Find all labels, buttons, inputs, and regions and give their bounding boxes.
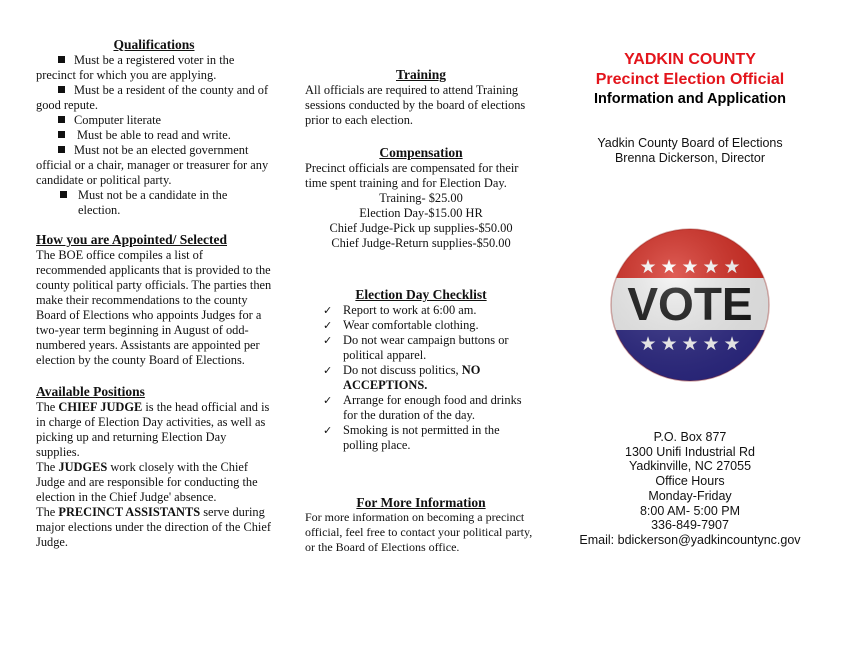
rate-election-day: Election Day-$15.00 HR [359,206,483,220]
email-address: Email: bdickerson@yadkincountync.gov [579,532,801,547]
right-column [570,50,810,166]
checklist-item: ✓ Wear comfortable clothing. [323,318,479,332]
compensation-heading: Compensation [379,145,463,160]
checklist [305,303,537,453]
list-item: Must be a registered voter in the precinct for which you are applying. [36,53,235,82]
vote-badge-icon [608,226,772,384]
office-hours: 8:00 AM- 5:00 PM [639,503,741,518]
more-info-heading: For More Information [356,495,486,510]
checkmark-icon: ✓ [323,364,333,377]
compensation-body: Precinct officials are compensated for their time spent training and for Election Day. [305,161,519,190]
square-bullet-icon [60,191,67,198]
checklist-heading: Election Day Checklist [355,287,487,302]
organization-name: Yadkin County Board of Elections [597,136,783,150]
chief-judge-description: The CHIEF JUDGE is the head official and is in charge of Election Day activities, as well as picking up and returning Election Day supplies. [36,400,270,459]
middle-column [305,67,537,555]
brochure-subtitle: Information and Application [594,91,786,107]
training-body: All officials are required to attend Training sessions conducted by the board of elections prior to each election. [305,83,526,127]
checklist-item: ✓ Arrange for enough food and drinks for the duration of the day. [323,393,522,422]
square-bullet-icon [58,116,65,123]
square-bullet-icon [58,131,65,138]
qualifications-heading: Qualifications [113,37,195,52]
training-heading: Training [395,67,446,82]
square-bullet-icon [58,146,65,153]
list-item: Must not be a candidate in the election. [36,188,272,218]
square-bullet-icon [58,86,65,93]
checkmark-icon: ✓ [323,304,333,317]
checkmark-icon: ✓ [323,319,333,332]
contact-block [565,430,815,548]
left-column [36,37,272,550]
positions-heading: Available Positions [36,384,145,399]
list-item: Must be a resident of the county and of good repute. [36,83,269,112]
po-box: P.O. Box 877 [653,430,727,444]
brochure-title: Precinct Election Official [595,71,785,88]
square-bullet-icon [58,56,65,63]
checkmark-icon: ✓ [323,424,333,437]
appointed-heading: How you are Appointed/ Selected [36,232,228,247]
director-name: Brenna Dickerson, Director [614,151,766,165]
compensation-rates [305,191,537,251]
office-hours-label: Office Hours [655,474,725,489]
qualifications-list [36,53,272,218]
checkmark-icon: ✓ [323,394,333,407]
appointed-body: The BOE office compiles a list of recommended applicants that is provided to the county political party officials. The parties then make their recommendations to the county Board of Elections who appoints Judges for a two-year term beginning in August of odd-numbered years. Assistants are appointed per election by the county Board of Elections. [36,248,272,367]
more-info-body: For more information on becoming a precinct official, feel free to contact your political party, or the Board of Elections office. [305,510,533,554]
list-item: Must be able to read and write. [36,128,272,143]
list-item: Computer literate [36,113,272,128]
city-state-zip: Yadkinville, NC 27055 [628,459,752,474]
judges-description: The JUDGES work closely with the Chief Judge and are responsible for conducting the election in the Chief Judge' absence. [36,460,258,504]
county-title: YADKIN COUNTY [624,51,756,68]
checkmark-icon: ✓ [323,334,333,347]
assistants-description: The PRECINCT ASSISTANTS serve during major elections under the direction of the Chief Judge. [36,505,271,549]
office-days: Monday-Friday [648,488,732,503]
rate-return: Chief Judge-Return supplies-$50.00 [331,236,511,250]
list-item: Must not be an elected government official or a chair, manager or treasurer for any candidate or political party. [36,143,269,187]
vote-button-badge [608,226,772,384]
rate-pickup: Chief Judge-Pick up supplies-$50.00 [329,221,513,235]
checklist-item: ✓ Do not discuss politics, NO ACCEPTIONS. [323,363,481,392]
phone-number: 336-849-7907 [651,518,729,533]
checklist-item: ✓ Smoking is not permitted in the polling place. [323,423,500,452]
checklist-item: ✓ Report to work at 6:00 am. [323,303,477,317]
rate-training: Training- $25.00 [379,191,463,205]
street-address: 1300 Unifi Industrial Rd [625,444,755,459]
checklist-item: ✓ Do not wear campaign buttons or political apparel. [323,333,509,362]
